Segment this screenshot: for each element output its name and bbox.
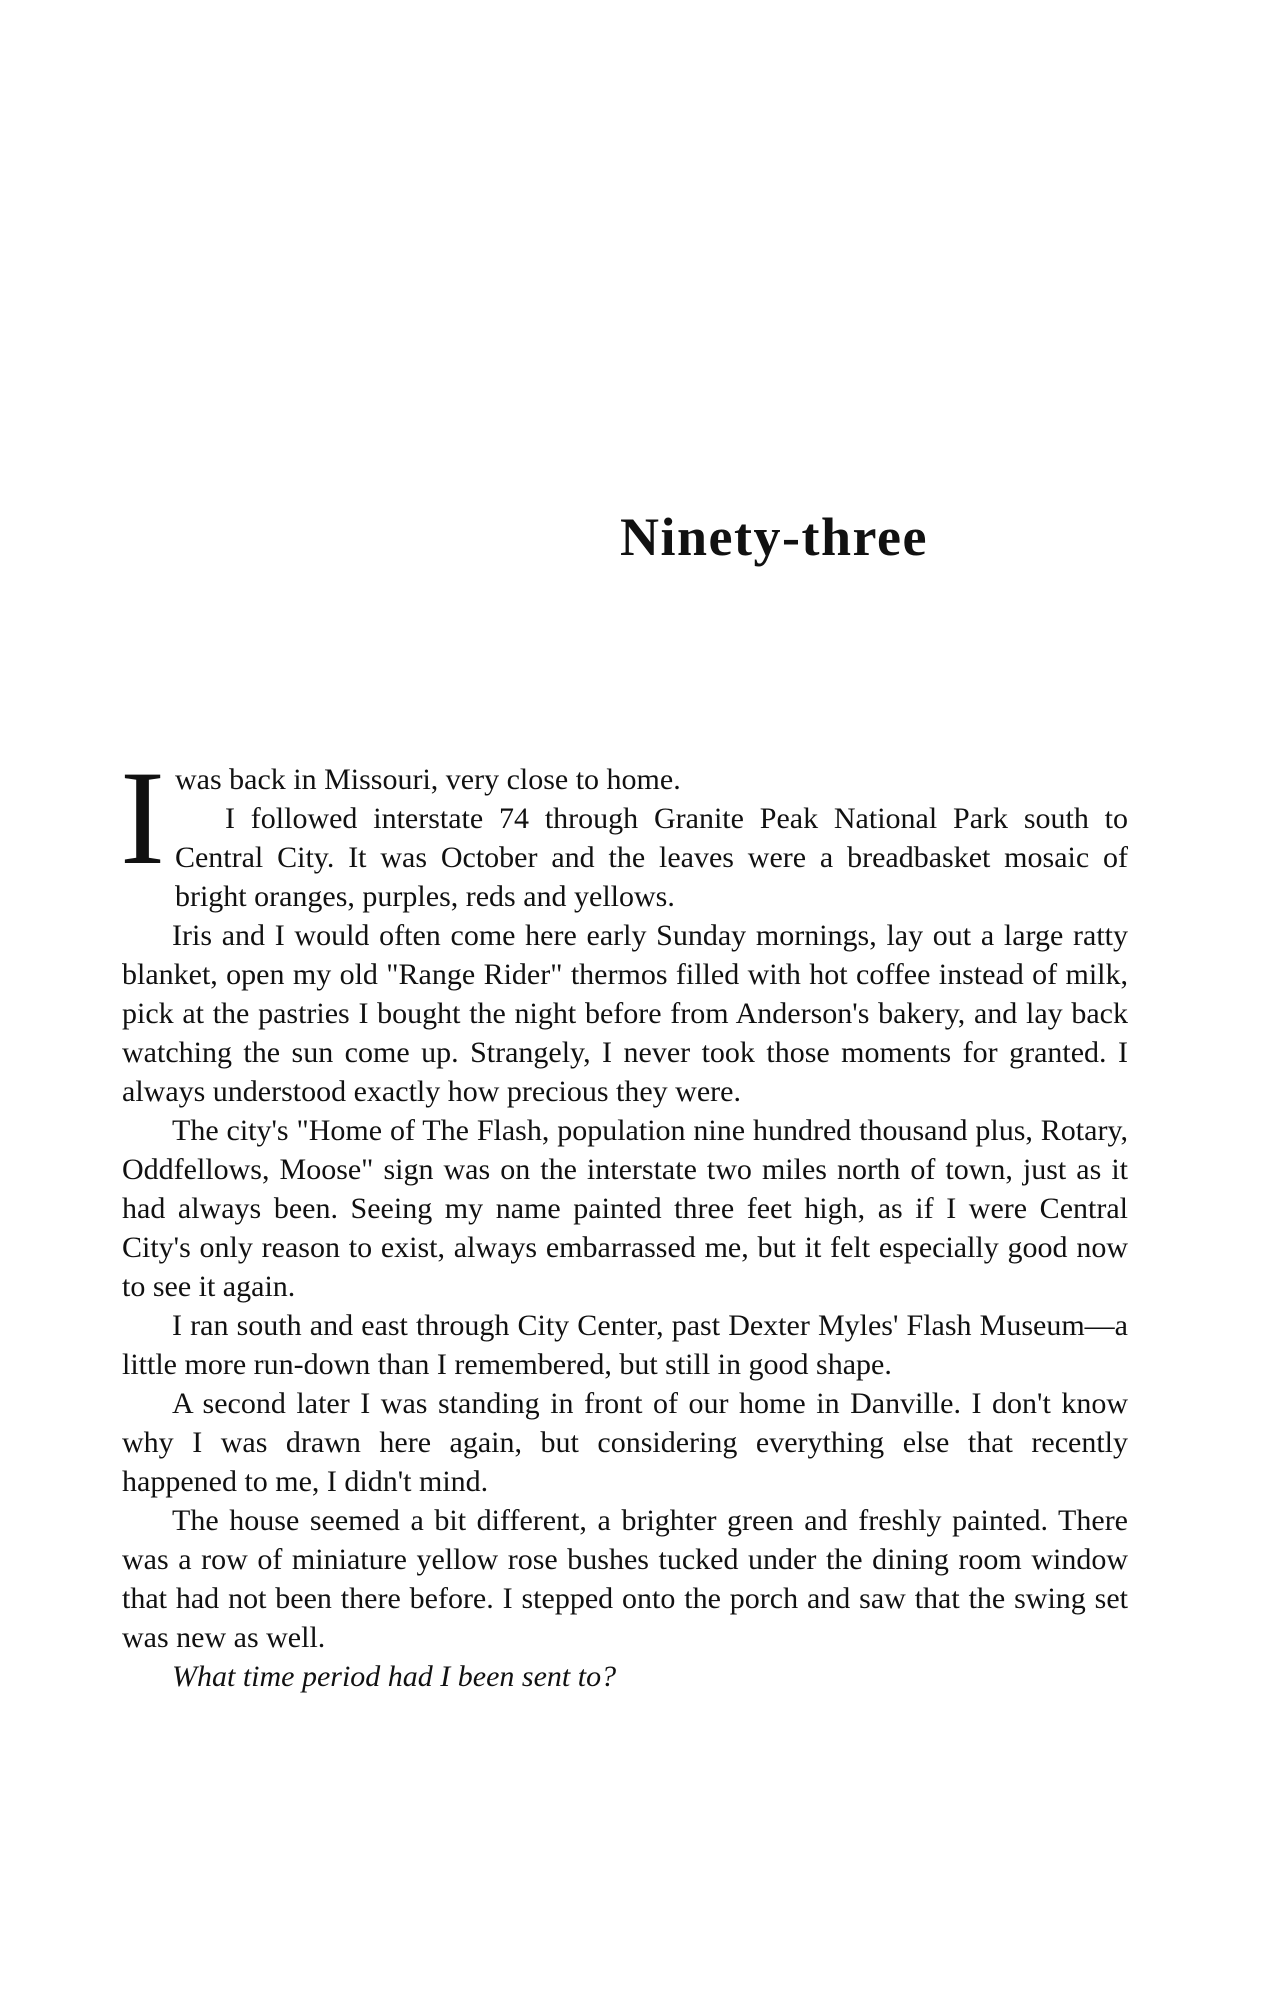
paragraph-2: I followed interstate 74 through Granite Peak National Park south to Central City. It was October and the leaves were a breadbasket mosaic of bright oranges, purples, reds and yellows. <box>174 802 1128 913</box>
paragraph-3: Iris and I would often come here early Sunday mornings, lay out a large ratty blanket, open my old "Range Rider" thermos filled with hot coffee instead of milk, pick at the pastries I bought the night before from Anderson's bakery, and lay back watching the sun come up. Strangely, I never took those moments for granted. I always understood exactly how precious they were. <box>122 919 1128 1108</box>
paragraph-5: I ran south and east through City Center, past Dexter Myles' Flash Museum—a little more run-down than I remembered, but still in good shape. <box>122 1309 1128 1381</box>
chapter-title: Ninety-three <box>620 507 928 567</box>
drop-cap: I <box>120 744 165 893</box>
paragraph-7: The house seemed a bit different, a brighter green and freshly painted. There was a row of miniature yellow rose bushes tucked under the dining room window that had not been there before. I stepped onto the porch and saw that the swing set was new as well. <box>122 1504 1128 1654</box>
paragraph-8-italic-question: What time period had I been sent to? <box>172 1660 617 1693</box>
chapter-body <box>120 744 1128 1696</box>
paragraph-1-text: was back in Missouri, very close to home. <box>174 763 681 796</box>
paragraph-6: A second later I was standing in front of our home in Danville. I don't know why I was drawn here again, but considering everything else that recently happened to me, I didn't mind. <box>122 1387 1128 1498</box>
paragraph-4: The city's "Home of The Flash, population nine hundred thousand plus, Rotary, Oddfellows, Moose" sign was on the interstate two miles north of town, just as it had always been. Seeing my name painted three feet high, as if I were Central City's only reason to exist, always embarrassed me, but it felt especially good now to see it again. <box>122 1114 1128 1303</box>
